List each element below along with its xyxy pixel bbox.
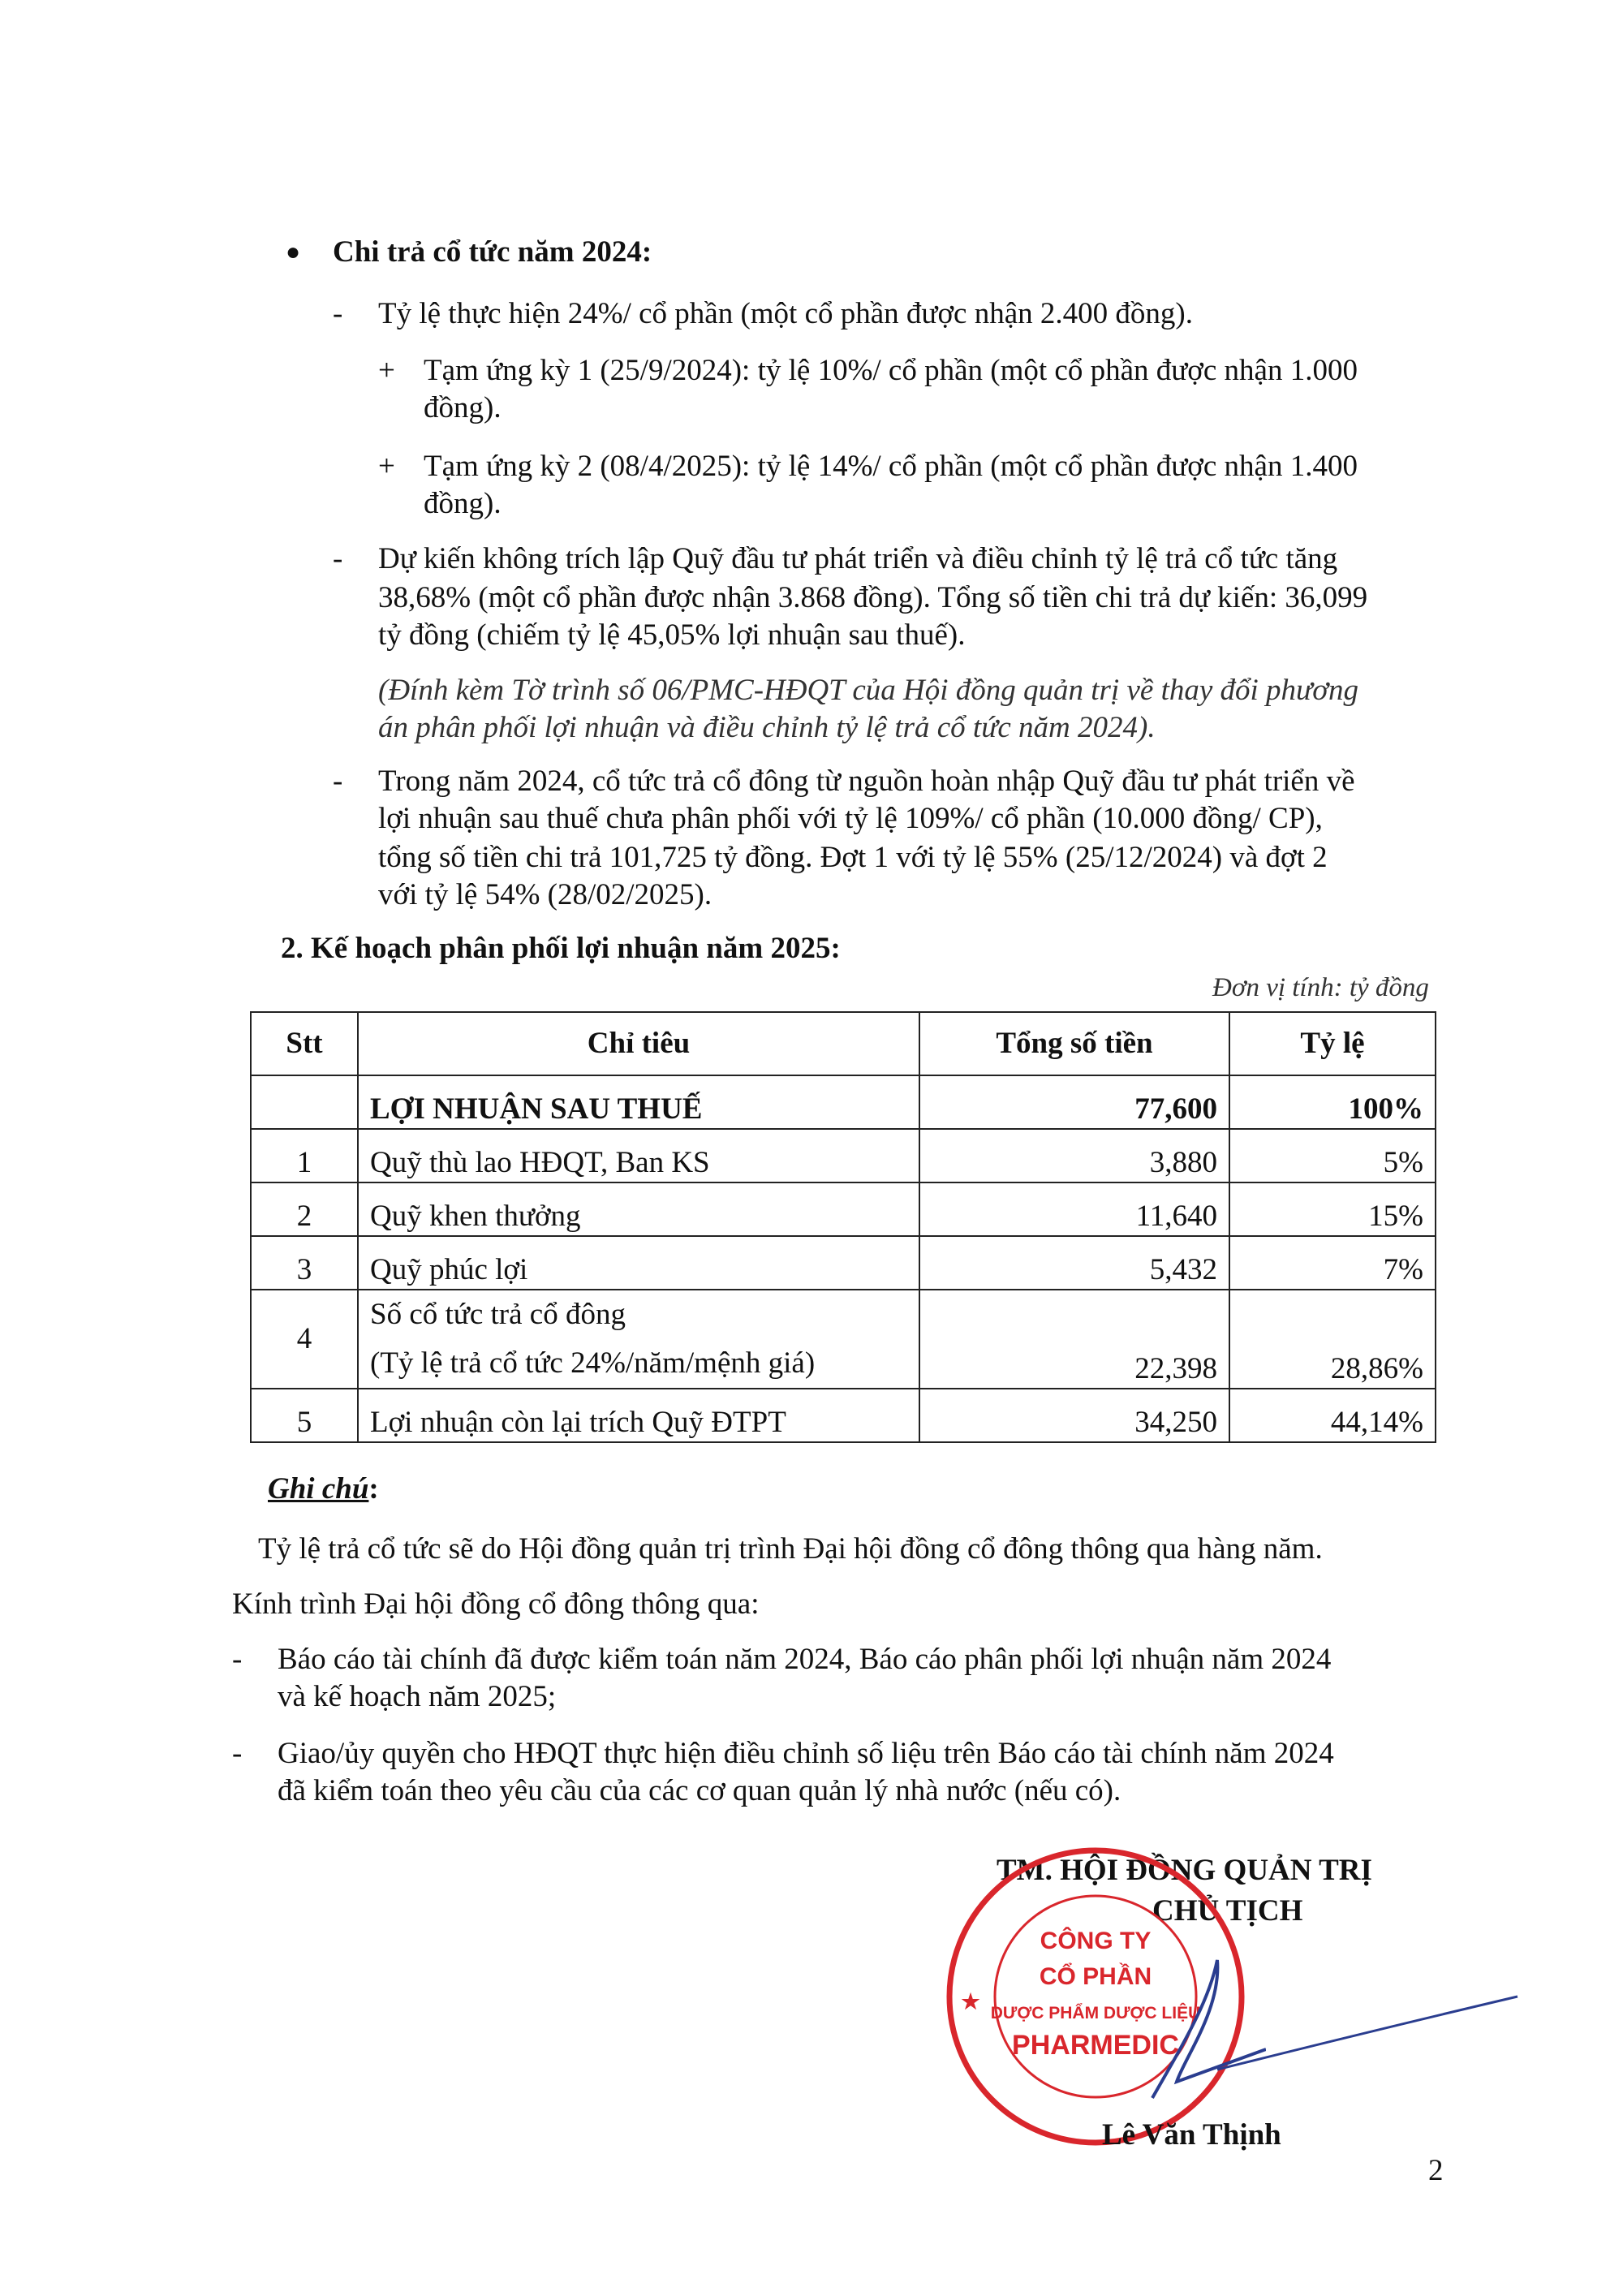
table-row <box>251 1236 1436 1290</box>
stamp-star-icon: ★ <box>961 1989 980 2014</box>
signature-title: TM. HỘI ĐỒNG QUẢN TRỊ <box>997 1854 1372 1887</box>
header-amount: Tổng số tiền <box>919 1012 1229 1075</box>
table-total-row <box>251 1075 1436 1129</box>
table-row <box>251 1182 1436 1236</box>
item3-line3: tổng số tiền chi trả 101,725 tỷ đồng. Đợt 1 với tỷ lệ 55% (25/12/2024) và đợt 2 <box>378 841 1328 874</box>
bullet-icon: ● <box>286 239 301 265</box>
notes-line1: Tỷ lệ trả cổ tức sẽ do Hội đồng quản trị trình Đại hội đồng cổ đông thông qua hàng năm. <box>258 1532 1323 1566</box>
row-ratio: 7% <box>1229 1236 1436 1290</box>
notes-line2: Kính trình Đại hội đồng cổ đông thông qua: <box>232 1587 760 1621</box>
item2-line1: Dự kiến không trích lập Quỹ đầu tư phát triển và điều chỉnh tỷ lệ trả cổ tức tăng <box>378 542 1338 575</box>
row-label: Quỹ thù lao HĐQT, Ban KS <box>358 1129 919 1182</box>
row-stt: 2 <box>251 1182 358 1236</box>
total-ratio: 100% <box>1229 1075 1436 1129</box>
row-amount: 34,250 <box>919 1389 1229 1442</box>
notes-bullet1-line1: Báo cáo tài chính đã được kiểm toán năm 2024, Báo cáo phân phối lợi nhuận năm 2024 <box>278 1643 1332 1676</box>
stamp-line4: PHARMEDIC <box>1012 2030 1179 2061</box>
table-row <box>251 1129 1436 1182</box>
stamp-line2: CỔ PHẦN <box>1039 1963 1152 1990</box>
row-label: Quỹ phúc lợi <box>358 1236 919 1290</box>
item3-line1: Trong năm 2024, cổ tức trả cổ đông từ nguồn hoàn nhập Quỹ đầu tư phát triển về <box>378 765 1355 798</box>
row-label: Quỹ khen thưởng <box>358 1182 919 1236</box>
row-label-multiline <box>358 1290 919 1389</box>
table-header-row <box>251 1012 1436 1075</box>
row-ratio: 5% <box>1229 1129 1436 1182</box>
section2-heading: 2. Kế hoạch phân phối lợi nhuận năm 2025: <box>281 932 841 965</box>
row-ratio: 28,86% <box>1229 1290 1436 1389</box>
row-stt: 3 <box>251 1236 358 1290</box>
signatory-name: Lê Văn Thịnh <box>1102 2118 1281 2152</box>
notes-bullet2-line1: Giao/ủy quyền cho HĐQT thực hiện điều chỉnh số liệu trên Báo cáo tài chính năm 2024 <box>278 1737 1334 1770</box>
item1-text: Tỷ lệ thực hiện 24%/ cổ phần (một cổ phần được nhận 2.400 đồng). <box>378 297 1193 330</box>
table-row <box>251 1290 1436 1389</box>
signature-scribble <box>1217 1980 1526 2078</box>
table-row <box>251 1389 1436 1442</box>
dash-icon: - <box>333 765 343 798</box>
row-label: Số cổ tức trả cổ đông <box>370 1298 626 1331</box>
notes-title: Ghi chú <box>268 1472 369 1506</box>
total-label: LỢI NHUẬN SAU THUẾ <box>358 1075 919 1129</box>
row-ratio: 15% <box>1229 1182 1436 1236</box>
sub1-line2: đồng). <box>424 391 502 424</box>
dash-icon: - <box>333 542 343 575</box>
notes-colon: : <box>368 1472 379 1506</box>
notes-heading <box>268 1469 379 1510</box>
header-item: Chỉ tiêu <box>358 1012 919 1075</box>
item3-line2: lợi nhuận sau thuế chưa phân phối với tỷ lệ 109%/ cổ phần (10.000 đồng/ CP), <box>378 802 1323 835</box>
sub2-line1: Tạm ứng kỳ 2 (08/4/2025): tỷ lệ 14%/ cổ phần (một cổ phần được nhận 1.400 <box>424 450 1358 483</box>
header-stt: Stt <box>251 1012 358 1075</box>
header-ratio: Tỷ lệ <box>1229 1012 1436 1075</box>
row-stt: 4 <box>251 1290 358 1389</box>
row-amount: 3,880 <box>919 1129 1229 1182</box>
total-amount: 77,600 <box>919 1075 1229 1129</box>
item3-line4: với tỷ lệ 54% (28/02/2025). <box>378 878 712 911</box>
attachment-note-line1: (Đính kèm Tờ trình số 06/PMC-HĐQT của Hội đồng quản trị về thay đổi phương <box>378 674 1358 707</box>
page-number: 2 <box>1428 2154 1444 2187</box>
dash-icon: - <box>333 297 343 330</box>
stamp-line3: DƯỢC PHẨM DƯỢC LIỆU <box>990 2004 1201 2022</box>
plus-icon: + <box>378 450 395 483</box>
unit-label: Đơn vị tính: tỷ đồng <box>1212 973 1429 1002</box>
profit-distribution-table <box>250 1011 1436 1443</box>
row-stt: 5 <box>251 1389 358 1442</box>
section1-heading: Chi trả cổ tức năm 2024: <box>333 235 652 269</box>
row-amount: 22,398 <box>919 1290 1229 1389</box>
row-amount: 11,640 <box>919 1182 1229 1236</box>
row-ratio: 44,14% <box>1229 1389 1436 1442</box>
sub1-line1: Tạm ứng kỳ 1 (25/9/2024): tỷ lệ 10%/ cổ phần (một cổ phần được nhận 1.000 <box>424 354 1358 387</box>
row-label-sub: (Tỷ lệ trả cổ tức 24%/năm/mệnh giá) <box>370 1346 816 1380</box>
dash-icon: - <box>232 1737 243 1770</box>
row-stt: 1 <box>251 1129 358 1182</box>
stamp-line1: CÔNG TY <box>1040 1928 1152 1954</box>
item2-line2: 38,68% (một cổ phần được nhận 3.868 đồng). Tổng số tiền chi trả dự kiến: 36,099 <box>378 581 1368 614</box>
notes-bullet2-line2: đã kiểm toán theo yêu cầu của các cơ quan quản lý nhà nước (nếu có). <box>278 1774 1121 1807</box>
dash-icon: - <box>232 1643 243 1676</box>
notes-bullet1-line2: và kế hoạch năm 2025; <box>278 1680 557 1713</box>
plus-icon: + <box>378 354 395 387</box>
row-amount: 5,432 <box>919 1236 1229 1290</box>
attachment-note-line2: án phân phối lợi nhuận và điều chỉnh tỷ lệ trả cổ tức năm 2024). <box>378 711 1156 744</box>
row-label: Lợi nhuận còn lại trích Quỹ ĐTPT <box>358 1389 919 1442</box>
item2-line3: tỷ đồng (chiếm tỷ lệ 45,05% lợi nhuận sau thuế). <box>378 618 966 652</box>
sub2-line2: đồng). <box>424 487 502 520</box>
signature-role: CHỦ TỊCH <box>1152 1894 1303 1928</box>
total-stt <box>251 1075 358 1129</box>
